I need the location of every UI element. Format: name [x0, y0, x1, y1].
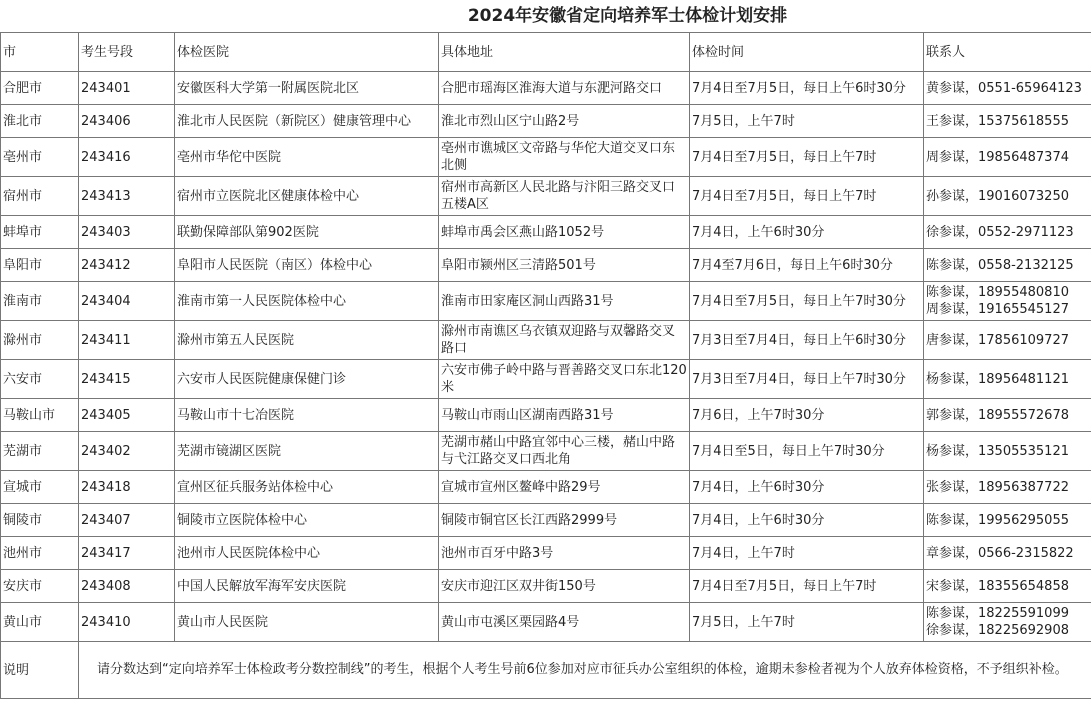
table-row [1, 138, 1091, 177]
cell-code: 243412 [79, 249, 175, 282]
cell-time: 7月5日，上午7时 [690, 105, 924, 138]
cell-hospital: 马鞍山市十七冶医院 [175, 399, 439, 432]
cell-address: 淮北市烈山区宁山路2号 [439, 105, 690, 138]
cell-address: 黄山市屯溪区栗园路4号 [439, 603, 690, 642]
cell-city: 滁州市 [1, 321, 79, 360]
cell-hospital: 淮北市人民医院（新院区）健康管理中心 [175, 105, 439, 138]
cell-hospital: 芜湖市镜湖区医院 [175, 432, 439, 471]
cell-city: 阜阳市 [1, 249, 79, 282]
cell-city: 宿州市 [1, 177, 79, 216]
cell-code: 243407 [79, 504, 175, 537]
cell-contact: 黄参谋，0551-65964123 [924, 72, 1091, 105]
cell-address: 宣城市宣州区鳌峰中路29号 [439, 471, 690, 504]
cell-code: 243411 [79, 321, 175, 360]
cell-time: 7月4日至7月5日，每日上午7时 [690, 177, 924, 216]
cell-city: 马鞍山市 [1, 399, 79, 432]
cell-address: 六安市佛子岭中路与晋善路交叉口东北120米 [439, 360, 690, 399]
cell-contact: 王参谋，15375618555 [924, 105, 1091, 138]
cell-code: 243405 [79, 399, 175, 432]
cell-code: 243410 [79, 603, 175, 642]
contact-line: 陈参谋，18955480810 [926, 285, 1069, 300]
note-row [1, 642, 1091, 699]
cell-time: 7月4日至7月5日，每日上午7时 [690, 138, 924, 177]
cell-time: 7月4日，上午6时30分 [690, 471, 924, 504]
header-contact: 联系人 [924, 33, 1091, 72]
cell-code: 243406 [79, 105, 175, 138]
cell-address: 蚌埠市禹会区燕山路1052号 [439, 216, 690, 249]
cell-hospital: 铜陵市立医院体检中心 [175, 504, 439, 537]
table-row [1, 249, 1091, 282]
cell-hospital: 宣州区征兵服务站体检中心 [175, 471, 439, 504]
cell-time: 7月4日，上午6时30分 [690, 216, 924, 249]
cell-address: 安庆市迎江区双井街150号 [439, 570, 690, 603]
cell-contact [924, 282, 1091, 321]
cell-city: 芜湖市 [1, 432, 79, 471]
contact-line: 徐参谋，18225692908 [926, 623, 1069, 638]
cell-contact: 唐参谋，17856109727 [924, 321, 1091, 360]
cell-hospital: 六安市人民医院健康保健门诊 [175, 360, 439, 399]
table-row [1, 282, 1091, 321]
cell-time: 7月4日，上午6时30分 [690, 504, 924, 537]
table-row [1, 432, 1091, 471]
cell-address: 阜阳市颍州区三清路501号 [439, 249, 690, 282]
cell-address: 铜陵市铜官区长江西路2999号 [439, 504, 690, 537]
table-row [1, 603, 1091, 642]
cell-code: 243413 [79, 177, 175, 216]
contact-line: 陈参谋，18225591099 [926, 606, 1069, 621]
cell-code: 243402 [79, 432, 175, 471]
cell-city: 亳州市 [1, 138, 79, 177]
header-code: 考生号段 [79, 33, 175, 72]
cell-address: 池州市百牙中路3号 [439, 537, 690, 570]
cell-address: 亳州市谯城区文帝路与华佗大道交叉口东北侧 [439, 138, 690, 177]
cell-hospital: 黄山市人民医院 [175, 603, 439, 642]
cell-contact: 杨参谋，18956481121 [924, 360, 1091, 399]
cell-hospital: 联勤保障部队第902医院 [175, 216, 439, 249]
cell-contact: 张参谋，18956387722 [924, 471, 1091, 504]
cell-contact: 郭参谋，18955572678 [924, 399, 1091, 432]
cell-contact: 徐参谋，0552-2971123 [924, 216, 1091, 249]
cell-contact: 孙参谋，19016073250 [924, 177, 1091, 216]
cell-hospital: 中国人民解放军海军安庆医院 [175, 570, 439, 603]
cell-hospital: 亳州市华佗中医院 [175, 138, 439, 177]
cell-contact [924, 603, 1091, 642]
cell-code: 243415 [79, 360, 175, 399]
cell-code: 243404 [79, 282, 175, 321]
cell-code: 243408 [79, 570, 175, 603]
header-address: 具体地址 [439, 33, 690, 72]
contact-line: 周参谋，19165545127 [926, 302, 1069, 317]
cell-time: 7月4至7月6日，每日上午6时30分 [690, 249, 924, 282]
cell-time: 7月4日至5日，每日上午7时30分 [690, 432, 924, 471]
cell-address: 淮南市田家庵区洞山西路31号 [439, 282, 690, 321]
table-row [1, 537, 1091, 570]
cell-hospital: 池州市人民医院体检中心 [175, 537, 439, 570]
cell-time: 7月4日至7月5日，每日上午7时30分 [690, 282, 924, 321]
cell-city: 宣城市 [1, 471, 79, 504]
cell-city: 铜陵市 [1, 504, 79, 537]
table-body [1, 33, 1091, 699]
cell-code: 243403 [79, 216, 175, 249]
cell-time: 7月4日至7月5日，每日上午6时30分 [690, 72, 924, 105]
cell-time: 7月4日，上午7时 [690, 537, 924, 570]
cell-address: 滁州市南谯区乌衣镇双迎路与双馨路交叉路口 [439, 321, 690, 360]
cell-contact: 杨参谋，13505535121 [924, 432, 1091, 471]
note-label: 说明 [1, 642, 79, 699]
cell-city: 黄山市 [1, 603, 79, 642]
cell-time: 7月5日，上午7时 [690, 603, 924, 642]
table-row [1, 105, 1091, 138]
cell-address: 宿州市高新区人民北路与汴阳三路交叉口五楼A区 [439, 177, 690, 216]
cell-city: 淮南市 [1, 282, 79, 321]
page-title: 2024年安徽省定向培养军士体检计划安排 [467, 6, 788, 26]
cell-contact: 陈参谋，0558-2132125 [924, 249, 1091, 282]
table-row [1, 471, 1091, 504]
cell-code: 243418 [79, 471, 175, 504]
table-header-row [1, 33, 1091, 72]
cell-code: 243401 [79, 72, 175, 105]
cell-city: 蚌埠市 [1, 216, 79, 249]
cell-time: 7月6日，上午7时30分 [690, 399, 924, 432]
cell-city: 池州市 [1, 537, 79, 570]
cell-address: 马鞍山市雨山区湖南西路31号 [439, 399, 690, 432]
cell-address: 芜湖市赭山中路宜邻中心三楼，赭山中路与弋江路交叉口西北角 [439, 432, 690, 471]
table-row [1, 216, 1091, 249]
cell-city: 合肥市 [1, 72, 79, 105]
cell-code: 243417 [79, 537, 175, 570]
cell-contact: 章参谋，0566-2315822 [924, 537, 1091, 570]
cell-hospital: 安徽医科大学第一附属医院北区 [175, 72, 439, 105]
cell-time: 7月3日至7月4日，每日上午6时30分 [690, 321, 924, 360]
cell-city: 六安市 [1, 360, 79, 399]
cell-address: 合肥市瑶海区淮海大道与东淝河路交口 [439, 72, 690, 105]
header-hospital: 体检医院 [175, 33, 439, 72]
cell-time: 7月3日至7月4日，每日上午7时30分 [690, 360, 924, 399]
cell-hospital: 淮南市第一人民医院体检中心 [175, 282, 439, 321]
note-text: 请分数达到“定向培养军士体检政考分数控制线”的考生，根据个人考生号前6位参加对应市征兵办公室组织的体检，逾期未参检者视为个人放弃体检资格，不予组织补检。 [79, 642, 1091, 699]
table-row [1, 321, 1091, 360]
schedule-table [0, 32, 1091, 699]
table-row [1, 72, 1091, 105]
cell-time: 7月4日至7月5日，每日上午7时 [690, 570, 924, 603]
cell-contact: 陈参谋，19956295055 [924, 504, 1091, 537]
cell-contact: 周参谋，19856487374 [924, 138, 1091, 177]
cell-hospital: 宿州市立医院北区健康体检中心 [175, 177, 439, 216]
cell-hospital: 滁州市第五人民医院 [175, 321, 439, 360]
table-row [1, 570, 1091, 603]
header-city: 市 [1, 33, 79, 72]
table-row [1, 177, 1091, 216]
header-time: 体检时间 [690, 33, 924, 72]
cell-hospital: 阜阳市人民医院（南区）体检中心 [175, 249, 439, 282]
table-row [1, 399, 1091, 432]
cell-city: 淮北市 [1, 105, 79, 138]
cell-code: 243416 [79, 138, 175, 177]
table-row [1, 360, 1091, 399]
table-row [1, 504, 1091, 537]
cell-city: 安庆市 [1, 570, 79, 603]
cell-contact: 宋参谋，18355654858 [924, 570, 1091, 603]
